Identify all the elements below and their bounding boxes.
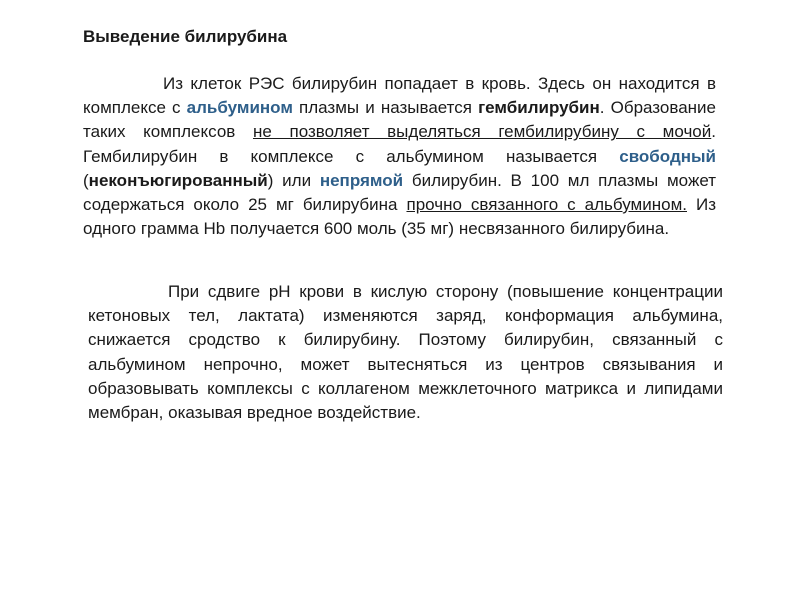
term-indirect: непрямой: [319, 170, 404, 190]
text-run: ) или: [267, 170, 320, 190]
paragraph-2-text: При сдвиге рН крови в кислую сторону (повышение концентрации кетоновых тел, лактата) изменяются заряд, конформация альбумина, снижается сродство к билирубину. Поэтому билирубин, связанный с альбумином непрочно, может вытесняться из центров связывания и образовывать комплексы с коллагеном межклеточного матрикса и липидами мембран, оказывая вредное воздействие.: [88, 282, 723, 423]
term-albumin: альбумином: [186, 98, 293, 118]
paragraph-1: [83, 72, 716, 241]
term-gembilirubin: гембилирубин: [478, 98, 600, 118]
term-free: свободный: [619, 146, 716, 166]
text-run: билирубин. В 100 мл плазмы может содержаться около 25 мг билирубина: [83, 170, 716, 215]
underlined-phrase-1: не позволяет выделяться гембилирубину с мочой: [252, 122, 712, 142]
paragraph-2: [88, 280, 723, 425]
text-run: . Образование таких комплексов: [83, 98, 716, 142]
page-title: Выведение билирубина: [83, 27, 288, 46]
text-run: Из одного грамма Hb получается 600 моль (35 мг) несвязанного билирубина.: [83, 195, 716, 239]
underlined-phrase-2: прочно связанного с альбумином.: [406, 195, 687, 215]
text-run: . Гембилирубин в комплексе с альбумином называется: [83, 122, 716, 166]
text-run: (: [83, 170, 89, 190]
term-unconjugated: неконъюгированный: [88, 170, 268, 190]
text-run: Из клеток РЭС билирубин попадает в кровь. Здесь он находится в комплексе с: [83, 74, 716, 118]
text-run: плазмы и называется: [292, 98, 479, 118]
